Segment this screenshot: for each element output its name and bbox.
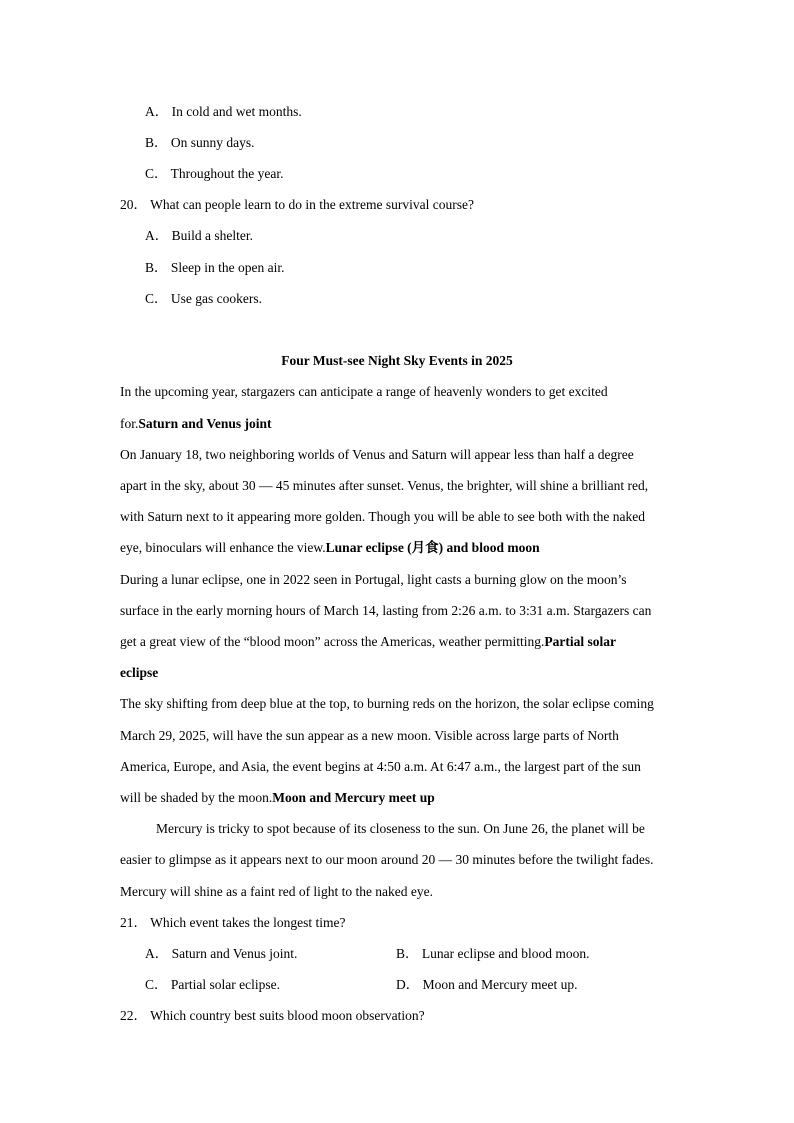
heading-partial-solar: Partial solar	[544, 634, 616, 649]
q20-option-c: C． Use gas cookers.	[145, 291, 262, 306]
article-line	[120, 789, 435, 807]
article-line	[120, 664, 158, 682]
heading-lunar-eclipse: Lunar eclipse (月食) and blood moon	[325, 540, 540, 555]
q22-question: 22． Which country best suits blood moon observation?	[120, 1008, 425, 1023]
article-text: get a great view of the “blood moon” across the Americas, weather permitting.	[120, 634, 545, 649]
article-line: with Saturn next to it appearing more golden. Though you will be able to see both with the naked	[120, 509, 646, 524]
article-line: March 29, 2025, will have the sun appear as a new moon. Visible across large parts of North	[120, 728, 619, 743]
q20-option-a: A． Build a shelter.	[145, 228, 253, 243]
article-title: Four Must-see Night Sky Events in 2025	[281, 353, 513, 368]
heading-partial-solar-cont: eclipse	[120, 665, 159, 680]
article-text: eye, binoculars will enhance the view.	[120, 540, 326, 555]
q19-option-c: C． Throughout the year.	[145, 166, 284, 181]
article-line: On January 18, two neighboring worlds of Venus and Saturn will appear less than half a degree	[120, 447, 634, 462]
q19-option-b: B． On sunny days.	[145, 135, 255, 150]
q21-option-d: D． Moon and Mercury meet up.	[396, 977, 578, 992]
article-text: will be shaded by the moon.	[120, 790, 273, 805]
q19-option-a: A． In cold and wet months.	[145, 104, 302, 119]
q21-option-a: A． Saturn and Venus joint.	[145, 946, 298, 961]
q20-option-b: B． Sleep in the open air.	[145, 260, 285, 275]
heading-saturn-venus: Saturn and Venus joint	[138, 416, 272, 431]
article-line: surface in the early morning hours of March 14, lasting from 2:26 a.m. to 3:31 a.m. Stargazers can	[120, 603, 652, 618]
article-line: In the upcoming year, stargazers can anticipate a range of heavenly wonders to get excited	[120, 384, 608, 399]
article-line	[120, 633, 616, 651]
article-line: Mercury is tricky to spot because of its closeness to the sun. On June 26, the planet will be	[156, 821, 645, 836]
article-line: The sky shifting from deep blue at the top, to burning reds on the horizon, the solar eclipse coming	[120, 696, 654, 711]
article-line: During a lunar eclipse, one in 2022 seen in Portugal, light casts a burning glow on the moon’s	[120, 572, 627, 587]
article-line: Mercury will shine as a faint red of light to the naked eye.	[120, 884, 434, 899]
article-text: for.	[120, 416, 139, 431]
q21-question: 21． Which event takes the longest time?	[120, 915, 346, 930]
q21-option-b: B． Lunar eclipse and blood moon.	[396, 946, 590, 961]
article-line: America, Europe, and Asia, the event begins at 4:50 a.m. At 6:47 a.m., the largest part of the sun	[120, 759, 641, 774]
heading-moon-mercury: Moon and Mercury meet up	[272, 790, 435, 805]
article-line	[120, 539, 540, 557]
article-line	[120, 415, 272, 433]
q20-question: 20． What can people learn to do in the extreme survival course?	[120, 197, 474, 212]
q21-option-c: C． Partial solar eclipse.	[145, 977, 280, 992]
article-line: easier to glimpse as it appears next to our moon around 20 — 30 minutes before the twilight fades.	[120, 852, 654, 867]
article-line: apart in the sky, about 30 — 45 minutes after sunset. Venus, the brighter, will shine a brilliant red,	[120, 478, 649, 493]
